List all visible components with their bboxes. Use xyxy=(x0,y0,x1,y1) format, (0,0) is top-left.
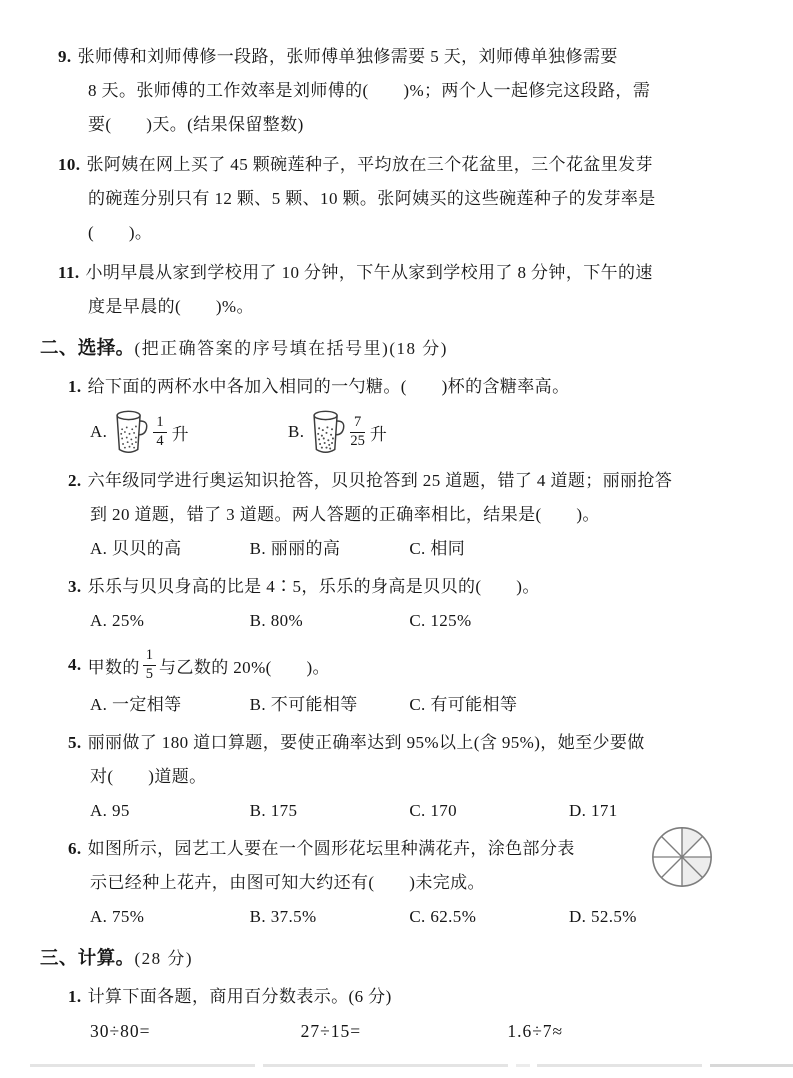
page-edge-line xyxy=(516,1064,530,1067)
page-edge-line xyxy=(710,1064,793,1067)
question-text: 如图所示，园艺工人要在一个圆形花坛里种满花卉，涂色部分表 xyxy=(87,839,575,858)
question-line: 要( )天。(结果保留整数) xyxy=(88,115,304,134)
question-text: 与乙数的 20%( )。 xyxy=(159,657,330,677)
option-c: C. 相同 xyxy=(409,539,466,558)
fraction-numerator: 1 xyxy=(143,648,156,665)
choice-question-4 xyxy=(40,642,757,722)
option-c: C. 170 xyxy=(409,801,458,820)
option-b: B. 37.5% xyxy=(249,907,317,926)
fraction-denominator: 25 xyxy=(350,432,365,449)
question-number: 6. xyxy=(68,839,82,858)
sugar-water-cup-icon xyxy=(111,409,148,455)
question-number: 1. xyxy=(68,987,82,1006)
fill-in-section xyxy=(40,40,757,324)
question-number: 1. xyxy=(68,377,82,396)
option-a: A. 75% xyxy=(90,907,145,926)
option-label: B. xyxy=(288,422,305,441)
sugar-water-cup-icon xyxy=(308,409,345,455)
choice-question-3 xyxy=(40,570,757,638)
question-line xyxy=(40,980,757,1014)
section-title: 三、计算。 xyxy=(40,949,135,969)
question-number: 4. xyxy=(68,655,82,674)
calc-section xyxy=(40,942,757,1049)
option-b: B. 不可能相等 xyxy=(249,695,358,714)
option-c: C. 62.5% xyxy=(409,907,477,926)
option-row xyxy=(40,404,757,460)
question-line: 8 天。张师傅的工作效率是刘师傅的( )%；两个人一起修完这段路，需 xyxy=(88,81,651,100)
calc-question-1 xyxy=(40,980,757,1049)
question-number: 2. xyxy=(68,471,82,490)
question-line xyxy=(40,464,757,498)
question-line: 到 20 道题，错了 3 道题。两人答题的正确率相比，结果是( )。 xyxy=(90,505,600,524)
choice-section-header xyxy=(40,332,757,366)
option-unit: 升 xyxy=(171,424,189,444)
fraction xyxy=(143,648,156,681)
question-number: 5. xyxy=(68,733,82,752)
question-text: 计算下面各题，商用百分数表示。(6 分) xyxy=(87,987,392,1006)
question-line xyxy=(40,570,757,604)
fraction-denominator: 5 xyxy=(145,665,154,682)
question-line xyxy=(40,256,757,290)
option-b: B. 80% xyxy=(249,611,304,630)
page-edge-line xyxy=(537,1064,702,1067)
question-text: 张师傅和刘师傅修一段路，张师傅单独修需要 5 天，刘师傅单独修需要 xyxy=(77,47,618,66)
fraction xyxy=(153,415,166,448)
question-number: 10. xyxy=(58,155,81,174)
option-a: A. 贝贝的高 xyxy=(90,539,182,558)
option-row xyxy=(40,900,757,934)
section-subtitle: (把正确答案的序号填在括号里)(18 分) xyxy=(134,339,448,358)
option-b xyxy=(288,409,486,455)
question-text: 张阿姨在网上买了 45 颗碗莲种子，平均放在三个花盆里，三个花盆里发芽 xyxy=(86,155,653,174)
question-text: 给下面的两杯水中各加入相同的一勺糖。( )杯的含糖率高。 xyxy=(87,377,570,396)
expression-2: 27÷15= xyxy=(300,1021,362,1041)
calc-section-header xyxy=(40,942,757,976)
page-edge-line xyxy=(263,1064,508,1067)
option-row xyxy=(40,794,757,828)
question-text: 丽丽做了 180 道口算题，要使正确率达到 95%以上(含 95%)，她至少要做 xyxy=(87,733,645,752)
question-line xyxy=(40,642,757,688)
option-b: B. 丽丽的高 xyxy=(249,539,341,558)
choice-question-5 xyxy=(40,726,757,828)
option-a: A. 一定相等 xyxy=(90,695,182,714)
fraction-numerator: 1 xyxy=(153,415,166,432)
expression-3: 1.6÷7≈ xyxy=(507,1021,564,1041)
section-subtitle: (28 分) xyxy=(134,949,194,968)
option-unit: 升 xyxy=(369,424,388,444)
page-edge-line xyxy=(30,1064,255,1067)
option-label: A. xyxy=(90,422,108,441)
question-text: 甲数的 xyxy=(87,657,140,677)
question-11 xyxy=(40,256,757,324)
question-line: 度是早晨的( )%。 xyxy=(88,297,254,316)
question-10 xyxy=(40,148,757,250)
question-line xyxy=(40,370,757,404)
choice-question-6 xyxy=(40,832,757,934)
question-line xyxy=(40,832,757,866)
option-row xyxy=(40,604,757,638)
question-line: 示已经种上花卉，由图可知大约还有( )未完成。 xyxy=(90,873,485,892)
question-text: 六年级同学进行奥运知识抢答，贝贝抢答到 25 道题，错了 4 道题；丽丽抢答 xyxy=(87,471,673,490)
question-number: 11. xyxy=(58,263,80,282)
question-line xyxy=(40,726,757,760)
question-line: 对( )道题。 xyxy=(90,767,207,786)
expression-row xyxy=(40,1014,757,1049)
option-c: C. 125% xyxy=(409,611,472,630)
option-row xyxy=(40,688,757,722)
flower-bed-circle-diagram xyxy=(651,826,713,888)
question-9 xyxy=(40,40,757,142)
sugar-dots xyxy=(121,426,138,449)
question-number: 9. xyxy=(58,47,72,66)
option-a: A. 95 xyxy=(90,801,130,820)
fraction-numerator: 7 xyxy=(350,415,365,432)
fraction xyxy=(350,415,365,448)
expression-1: 30÷80= xyxy=(90,1021,151,1041)
option-c: C. 有可能相等 xyxy=(409,695,518,714)
choice-question-2 xyxy=(40,464,757,566)
question-text: 小明早晨从家到学校用了 10 分钟，下午从家到学校用了 8 分钟，下午的速 xyxy=(85,263,653,282)
sugar-dots xyxy=(318,426,335,449)
choice-question-1 xyxy=(40,370,757,460)
question-line: 的碗莲分别只有 12 颗、5 颗、10 颗。张阿姨买的这些碗莲种子的发芽率是 xyxy=(88,189,656,208)
choice-section xyxy=(40,332,757,934)
option-row xyxy=(40,532,757,566)
option-d: D. 52.5% xyxy=(568,907,637,926)
option-d: D. 171 xyxy=(568,801,618,820)
question-line xyxy=(40,40,757,74)
question-number: 3. xyxy=(68,577,82,596)
option-b: B. 175 xyxy=(249,801,298,820)
option-a: A. 25% xyxy=(90,611,145,630)
section-title: 二、选择。 xyxy=(40,339,135,359)
question-text: 乐乐与贝贝身高的比是 4∶5，乐乐的身高是贝贝的( )。 xyxy=(87,577,540,596)
question-line: ( )。 xyxy=(88,223,153,242)
question-line xyxy=(40,148,757,182)
fraction-denominator: 4 xyxy=(156,432,164,449)
option-a xyxy=(90,409,288,455)
